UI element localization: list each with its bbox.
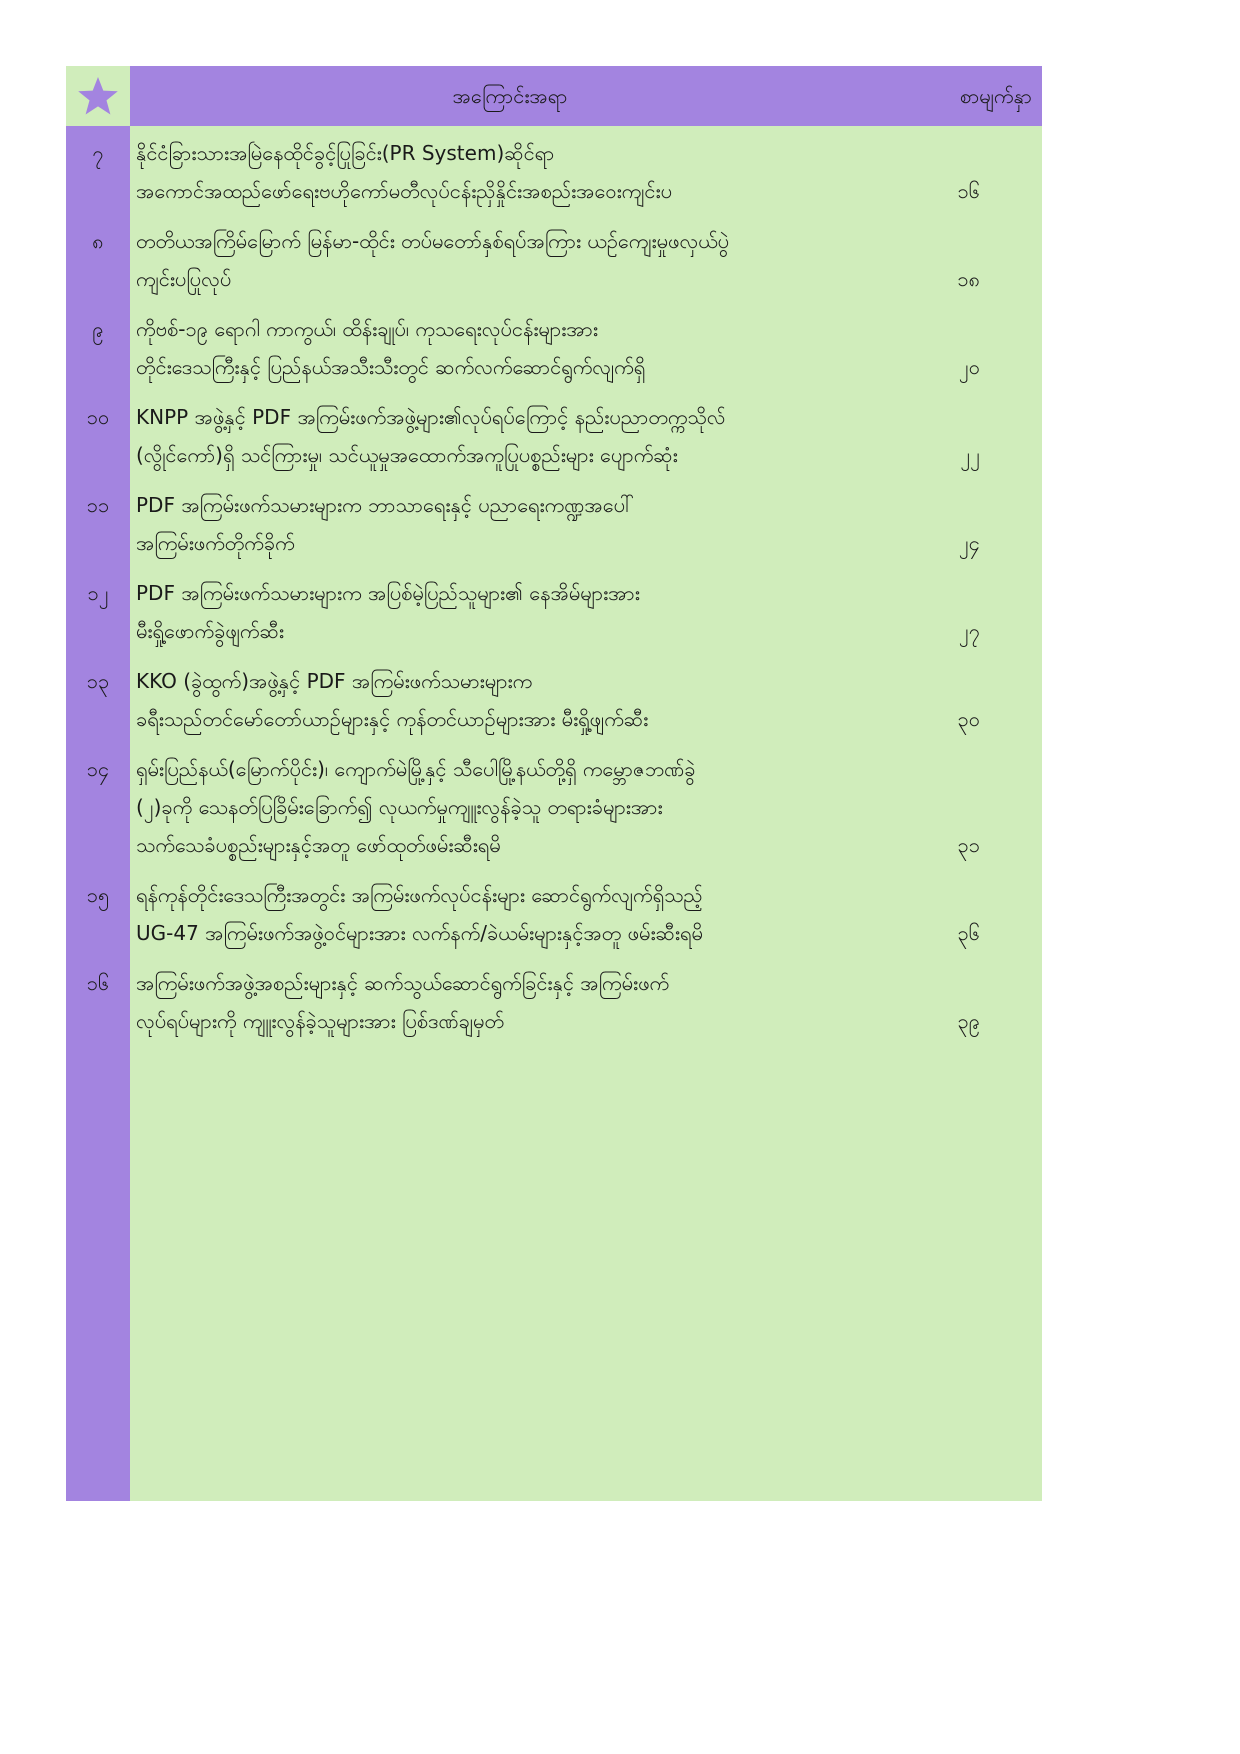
entry-page-number: ၃၀ <box>957 707 980 731</box>
entry-title-line: နိုင်ငံခြားသားအမြဲနေထိုင်ခွင့်ပြုခြင်း(PR System)ဆိုင်ရာ <box>136 141 555 165</box>
entry-title-line: ကျင်းပပြုလုပ် <box>136 267 232 291</box>
header-band <box>130 66 1042 126</box>
toc-entry <box>66 134 1042 210</box>
entry-title-line: ကိုဗစ်-၁၉ ရောဂါ ကာကွယ်၊ ထိန်းချုပ်၊ ကုသရေးလုပ်ငန်းများအား <box>136 317 598 341</box>
entry-number: ၉ <box>92 317 104 341</box>
entry-title-line: သက်သေခံပစ္စည်းများနှင့်အတူ ဖော်ထုတ်ဖမ်းဆီးရမိ <box>136 833 501 857</box>
toc-entry <box>66 486 1042 562</box>
entry-title-line: မီးရှို့ဖောက်ခွဲဖျက်ဆီး <box>136 619 284 643</box>
star-icon <box>66 66 130 126</box>
toc-entry <box>66 222 1042 298</box>
entry-number: ၁၃ <box>86 669 110 693</box>
entry-title-line: လုပ်ရပ်များကို ကျူးလွန်ခဲ့သူများအား ပြစ်ဒဏ်ချမှတ် <box>136 1009 504 1033</box>
toc-entries <box>66 134 1042 1040</box>
entry-page-number: ၃၉ <box>957 1009 980 1033</box>
toc-entry <box>66 964 1042 1040</box>
entry-title-line: အကြမ်းဖက်တိုက်ခိုက် <box>136 531 295 555</box>
entry-title <box>136 222 906 298</box>
entry-number: ၁၄ <box>86 757 110 781</box>
entry-page-number: ၂၂ <box>960 443 980 467</box>
page-column-heading: စာမျက်နှာ <box>959 84 1032 108</box>
entry-title <box>136 574 906 650</box>
entry-page-number: ၂၇ <box>958 619 980 643</box>
entry-number: ၁၁ <box>86 493 110 517</box>
entry-number: ၁၅ <box>86 883 110 907</box>
entry-title-line: KNPP အဖွဲ့နှင့် PDF အကြမ်းဖက်အဖွဲ့များ၏လုပ်ရပ်ကြောင့် နည်းပညာတက္ကသိုလ် <box>136 405 726 429</box>
entry-title-line: KKO (ခွဲထွက်)အဖွဲ့နှင့် PDF အကြမ်းဖက်သမားများက <box>136 669 533 693</box>
entry-title <box>136 964 906 1040</box>
entry-title <box>136 134 906 210</box>
entry-number: ၁၆ <box>86 971 110 995</box>
entry-title-line: (၂)ခုကို သေနတ်ပြခြိမ်းခြောက်၍ လုယက်မှုကျူးလွန်ခဲ့သူ တရားခံများအား <box>136 795 663 819</box>
entry-title <box>136 398 906 474</box>
toc-entry <box>66 662 1042 738</box>
toc-entry <box>66 574 1042 650</box>
entry-number: ၇ <box>92 141 104 165</box>
entry-number: ၁၀ <box>86 405 110 429</box>
entry-title-line: ရန်ကုန်တိုင်းဒေသကြီးအတွင်း အကြမ်းဖက်လုပ်ငန်းများ ဆောင်ရွက်လျက်ရှိသည့် <box>136 883 703 907</box>
entry-number: ၈ <box>92 229 104 253</box>
entry-title <box>136 310 906 386</box>
toc-entry <box>66 398 1042 474</box>
entry-number: ၁၂ <box>87 581 109 605</box>
entry-title-line: အကြမ်းဖက်အဖွဲ့အစည်းများနှင့် ဆက်သွယ်ဆောင်ရွက်ခြင်းနှင့် အကြမ်းဖက် <box>136 971 670 995</box>
entry-title-line: UG-47 အကြမ်းဖက်အဖွဲ့ဝင်များအား လက်နက်/ခဲယမ်းများနှင့်အတူ ဖမ်းဆီးရမိ <box>136 921 703 945</box>
contents-heading: အကြောင်းအရာ <box>452 84 568 108</box>
entry-page-number: ၃၆ <box>957 921 980 945</box>
toc-entry <box>66 750 1042 864</box>
toc-entry <box>66 310 1042 386</box>
table-of-contents <box>66 66 1042 1501</box>
toc-header <box>66 66 1042 126</box>
entry-page-number: ၂၀ <box>958 355 980 379</box>
entry-title <box>136 486 906 562</box>
toc-entry <box>66 876 1042 952</box>
entry-title-line: (လွိုင်ကော်)ရှိ သင်ကြားမှု၊ သင်ယူမှုအထောက်အကူပြုပစ္စည်းများ ပျောက်ဆုံး <box>136 443 678 467</box>
entry-title-line: PDF အကြမ်းဖက်သမားများက ဘာသာရေးနှင့် ပညာရေးကဏ္ဍအပေါ် <box>136 493 634 517</box>
entry-title <box>136 662 906 738</box>
entry-page-number: ၃၁ <box>957 833 980 857</box>
entry-page-number: ၁၆ <box>957 179 980 203</box>
entry-title-line: အကောင်အထည်ဖော်ရေးဗဟိုကော်မတီလုပ်ငန်းညှိနှိုင်းအစည်းအဝေးကျင်းပ <box>136 179 672 203</box>
entry-page-number: ၁၈ <box>957 267 980 291</box>
entry-title-line: ရှမ်းပြည်နယ်(မြောက်ပိုင်း)၊ ကျောက်မဲမြို့နှင့် သီပေါမြို့နယ်တို့ရှိ ကမ္ဘောဇဘဏ်ခွဲ <box>136 757 696 781</box>
entry-title-line: တိုင်းဒေသကြီးနှင့် ပြည်နယ်အသီးသီးတွင် ဆက်လက်ဆောင်ရွက်လျက်ရှိ <box>136 355 646 379</box>
entry-page-number: ၂၄ <box>958 531 980 555</box>
entry-title <box>136 876 906 952</box>
entry-title <box>136 750 906 864</box>
entry-title-line: PDF အကြမ်းဖက်သမားများက အပြစ်မဲ့ပြည်သူများ၏ နေအိမ်များအား <box>136 581 640 605</box>
entry-title-line: ခရီးသည်တင်မော်တော်ယာဉ်များနှင့် ကုန်တင်ယာဉ်များအား မီးရှို့ဖျက်ဆီး <box>136 707 649 731</box>
entry-title-line: တတိယအကြိမ်မြောက် မြန်မာ-ထိုင်း တပ်မတော်နှစ်ရပ်အကြား ယဉ်ကျေးမှုဖလှယ်ပွဲ <box>136 229 730 253</box>
